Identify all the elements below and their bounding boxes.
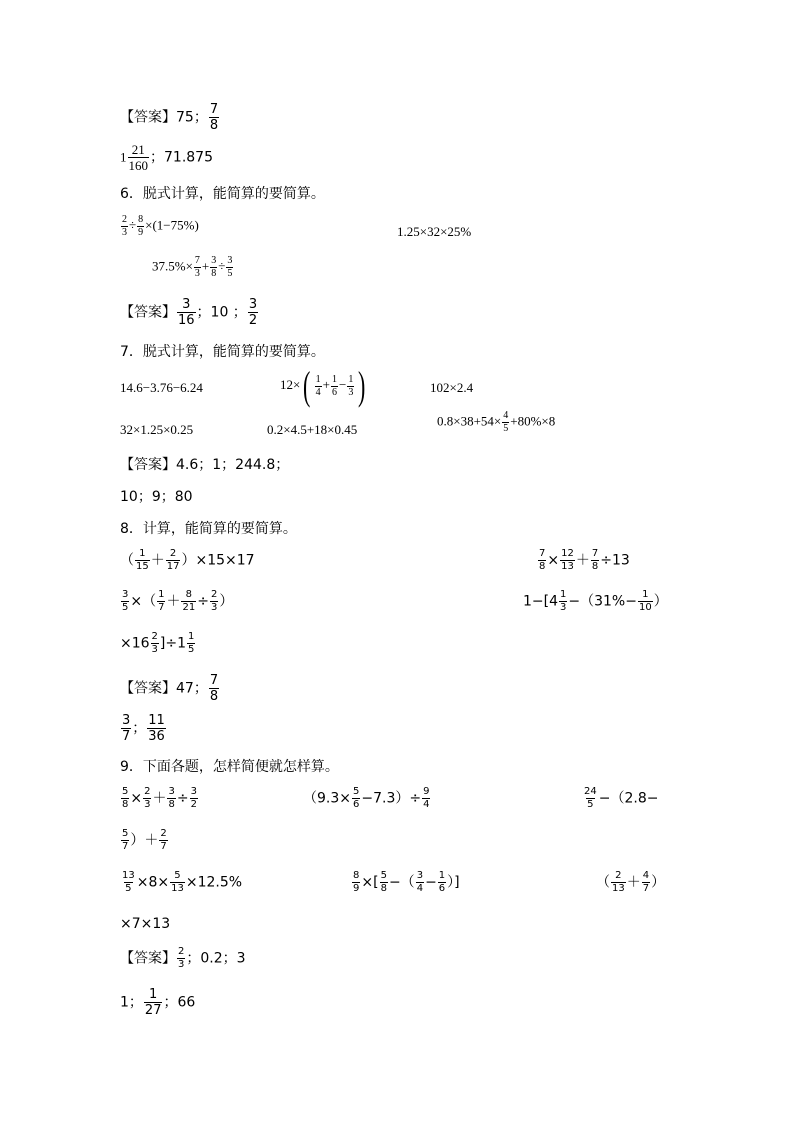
answer-label: 【答案】	[120, 109, 176, 126]
q9-expr-1: $\frac{5}{8}$ × $\frac{2}{3}$ ＋ $\frac{3}{8}$ ÷ $\frac{3}{2}$	[122, 786, 197, 810]
q7-expr-5: 0.2×4.5+18×0.45	[267, 422, 358, 437]
fraction: $\frac{1}{27}$	[144, 987, 162, 1018]
fraction: $\frac{2}{3}$	[178, 946, 185, 970]
q8-expr-5: ×16 $\frac{2}{3}$ ]÷1 $\frac{1}{5}$	[120, 631, 195, 655]
q6-expr-3: 37.5%× $\frac{7}{3}$ + $\frac{3}{8}$ ÷ $\frac{3}{5}$	[152, 255, 233, 279]
q7-title: 7．脱式计算，能简算的要简算。	[120, 344, 325, 360]
fraction: $\frac{3}{16}$	[178, 297, 195, 328]
q8-expr-1: （ $\frac{1}{15}$ ＋ $\frac{2}{17}$ ）×15×17	[120, 548, 255, 572]
fraction: $\frac{21}{160}$	[128, 142, 148, 173]
q6-expr-1: $\frac{2}{3}$ ÷ $\frac{8}{9}$ ×(1−75%)	[122, 214, 199, 238]
fraction: $\frac{7}{8}$	[209, 102, 219, 133]
q9-expr-3: $\frac{24}{5}$ −（2.8−	[584, 786, 659, 810]
q8-title: 8．计算，能简算的要简算。	[120, 521, 297, 537]
q9-title: 9．下面各题，怎样简便就怎样算。	[120, 759, 339, 775]
q6-answer: 【答案】 $\frac{3}{16}$ ；10 ； $\frac{3}{2}$	[120, 297, 258, 328]
q8-answer: 【答案】47； $\frac{7}{8}$	[120, 673, 219, 704]
q7-expr-1: 14.6−3.76−6.24	[120, 380, 203, 395]
q8-expr-2: $\frac{7}{8}$ × $\frac{12}{13}$ ＋ $\frac{7}{8}$ ÷13	[539, 548, 630, 572]
fraction: $\frac{11}{36}$	[148, 713, 165, 744]
fraction: $\frac{3}{7}$	[122, 713, 131, 744]
q5-answer-line-2: 1 $\frac{21}{160}$ ；71.875	[120, 142, 213, 173]
fraction: $\frac{7}{8}$	[209, 673, 219, 704]
q7-expr-6: 0.8×38+54× $\frac{4}{5}$ +80%×8	[437, 410, 556, 434]
q7-expr-4: 32×1.25×0.25	[120, 422, 194, 437]
q7-answer: 【答案】4.6；1；244.8；	[120, 457, 290, 473]
q8-expr-3: $\frac{3}{5}$ ×（ $\frac{1}{7}$ ＋ $\frac{8}{21}$ ÷ $\frac{2}{3}$ ）	[122, 589, 234, 613]
q8-answer-2: $\frac{3}{7}$ ； $\frac{11}{36}$	[122, 713, 165, 744]
q5-answer-line: 【答案】75； $\frac{7}{8}$	[120, 102, 219, 133]
q7-expr-3: 102×2.4	[430, 380, 474, 395]
q9-expr-6: $\frac{8}{9}$ ×[ $\frac{5}{8}$ −（ $\frac{3}{4}$ − $\frac{1}{6}$ ）]	[353, 870, 460, 894]
q7-expr-2: 12×( $\frac{1}{4}$ + $\frac{1}{6}$ − $\frac{1}{3}$ )	[280, 363, 366, 408]
q9-expr-2: （9.3× $\frac{5}{6}$ −7.3）÷ $\frac{9}{4}$	[303, 786, 430, 810]
answer-label: 【答案】	[120, 680, 176, 697]
q8-expr-4: 1−[4 $\frac{1}{3}$ −（31%− $\frac{1}{10}$ ）	[523, 589, 668, 613]
q9-expr-5: $\frac{13}{5}$ ×8× $\frac{5}{13}$ ×12.5%	[122, 870, 243, 894]
answer-label: 【答案】	[120, 457, 176, 473]
answer-label: 【答案】	[120, 950, 176, 967]
q6-title: 6．脱式计算，能简算的要简算。	[120, 186, 325, 202]
q9-answer: 【答案】 $\frac{2}{3}$ ；0.2；3	[120, 946, 246, 970]
q6-expr-2: 1.25×32×25%	[397, 224, 472, 239]
q7-answer-2: 10；9；80	[120, 489, 193, 505]
q9-expr-8: ×7×13	[120, 916, 171, 932]
fraction: $\frac{3}{2}$	[248, 297, 258, 328]
answer-label: 【答案】	[120, 304, 176, 321]
q9-expr-7: （ $\frac{2}{13}$ ＋ $\frac{4}{7}$ ）	[596, 870, 666, 894]
q9-expr-4: $\frac{5}{7}$ ）＋ $\frac{2}{7}$	[122, 828, 167, 852]
q9-answer-2: 1； $\frac{1}{27}$ ；66	[120, 987, 196, 1018]
